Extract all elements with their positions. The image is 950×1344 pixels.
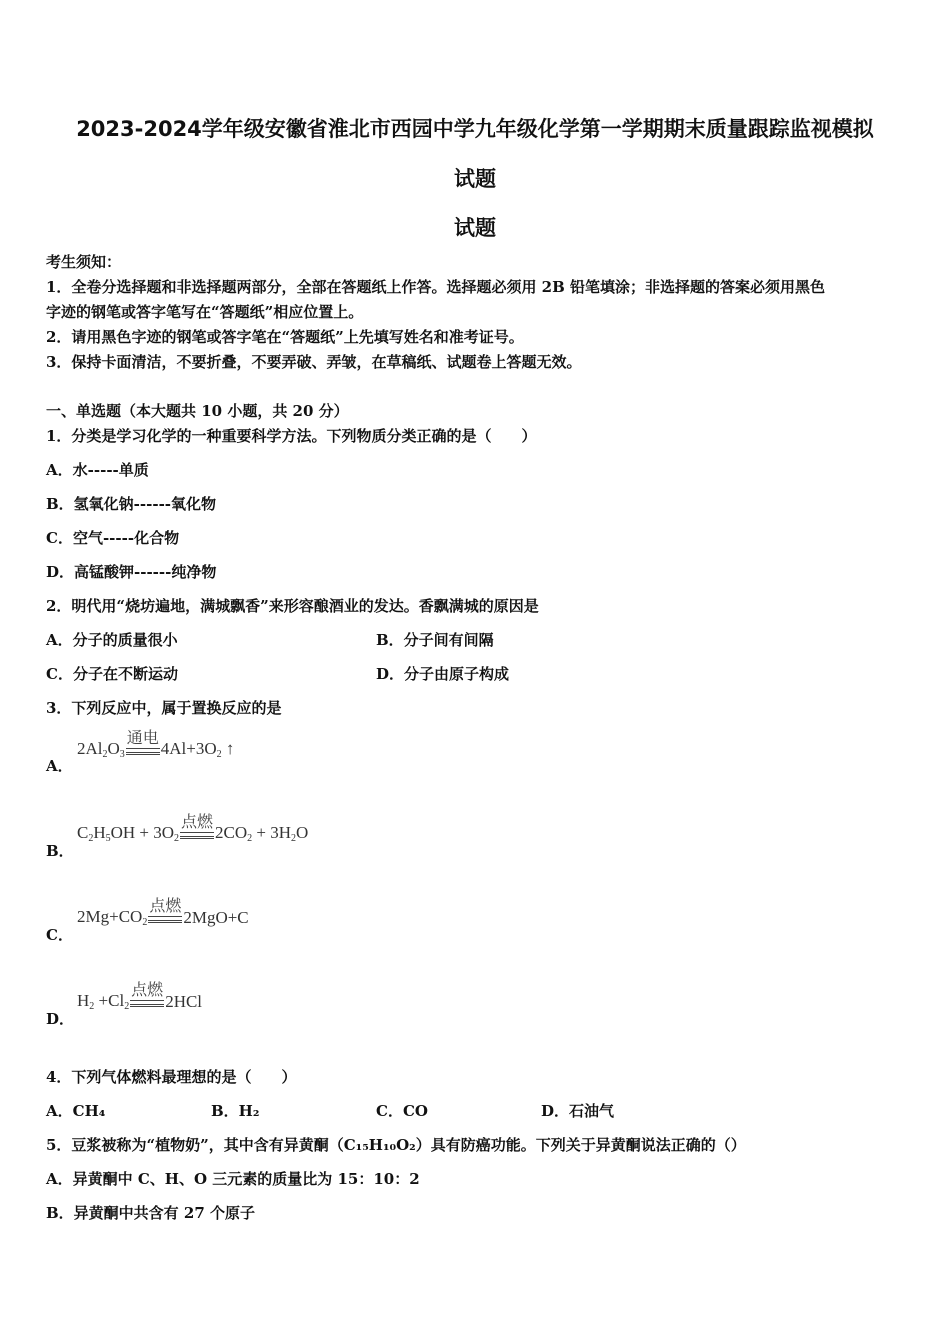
question-1-option-d: D．高锰酸钾------纯净物 bbox=[46, 563, 217, 581]
question-1-option-a: A．水-----单质 bbox=[46, 461, 149, 479]
reaction-condition: 点燃 bbox=[131, 982, 164, 999]
page-title-continued: 试题 bbox=[454, 167, 496, 191]
question-3-option-c-letter: C． bbox=[46, 926, 73, 944]
question-2-option-a: A．分子的质量很小 bbox=[46, 631, 178, 649]
question-3-option-d-letter: D． bbox=[46, 1010, 75, 1028]
notice-item-1: 1．全卷分选择题和非选择题两部分，全部在答题纸上作答。选择题必须用 2B 铅笔填涂；非选择题的答案必须用黑色 bbox=[46, 278, 826, 296]
question-3-stem: 3．下列反应中，属于置换反应的是 bbox=[46, 699, 282, 717]
question-2-option-b: B．分子间有间隔 bbox=[376, 631, 494, 649]
question-4-option-c: C．CO bbox=[376, 1102, 428, 1120]
question-5-stem: 5．豆浆被称为“植物奶”，其中含有异黄酮（C₁₅H₁₀O₂）具有防癌功能。下列关于异黄酮说法正确的（） bbox=[46, 1136, 746, 1154]
question-5-option-a: A．异黄酮中 C、H、O 三元素的质量比为 15：10：2 bbox=[46, 1170, 420, 1188]
question-2-option-d: D．分子由原子构成 bbox=[376, 665, 510, 683]
reaction-condition: 点燃 bbox=[149, 898, 182, 915]
notice-item-1-cont: 字迹的钢笔或答字笔写在“答题纸”相应位置上。 bbox=[46, 303, 364, 321]
question-3-option-b-letter: B． bbox=[46, 842, 74, 860]
notice-item-2: 2．请用黑色字迹的钢笔或答字笔在“答题纸”上先填写姓名和准考证号。 bbox=[46, 328, 524, 346]
notice-item-3: 3．保持卡面清洁，不要折叠，不要弄破、弄皱，在草稿纸、试题卷上答题无效。 bbox=[46, 353, 582, 371]
reaction-condition: 通电 bbox=[126, 730, 159, 747]
question-3-equation-c: $2Mg+CO_2$ 点燃 2MgO+C bbox=[77, 898, 249, 928]
page-title: 2023-2024学年级安徽省淮北市西园中学九年级化学第一学期期末质量跟踪监视模拟 bbox=[76, 117, 874, 141]
question-2-stem: 2．明代用“烧坊遍地，满城飘香”来形容酿酒业的发达。香飘满城的原因是 bbox=[46, 597, 539, 615]
notice-heading: 考生须知： bbox=[46, 253, 122, 271]
question-3-equation-b: $C_2H_5OH + 3O_2$ 点燃 $2CO_2 + 3H_2O$ bbox=[77, 814, 309, 844]
question-3-equation-a: $2Al_2O_3$ 通电 $4Al+3O_2$ ↑ bbox=[77, 730, 235, 760]
section-heading: 一、单选题（本大题共 10 小题，共 20 分） bbox=[46, 402, 349, 420]
question-4-option-d: D．石油气 bbox=[541, 1102, 615, 1120]
question-5-option-b: B．异黄酮中共含有 27 个原子 bbox=[46, 1204, 255, 1222]
reaction-condition: 点燃 bbox=[181, 814, 214, 831]
question-1-option-b: B．氢氧化钠------氧化物 bbox=[46, 495, 217, 513]
question-4-option-a: A．CH₄ bbox=[46, 1102, 106, 1120]
question-4-option-b: B．H₂ bbox=[211, 1102, 260, 1120]
question-1-option-c: C．空气-----化合物 bbox=[46, 529, 180, 547]
question-4-stem: 4．下列气体燃料最理想的是（ ） bbox=[46, 1068, 297, 1086]
question-3-option-a-letter: A． bbox=[46, 757, 73, 775]
question-1-stem: 1．分类是学习化学的一种重要科学方法。下列物质分类正确的是（ ） bbox=[46, 427, 537, 445]
page-subtitle: 试题 bbox=[454, 216, 496, 240]
question-3-equation-d: $H_2 +Cl_2$ 点燃 2HCl bbox=[77, 982, 203, 1012]
question-2-option-c: C．分子在不断运动 bbox=[46, 665, 178, 683]
